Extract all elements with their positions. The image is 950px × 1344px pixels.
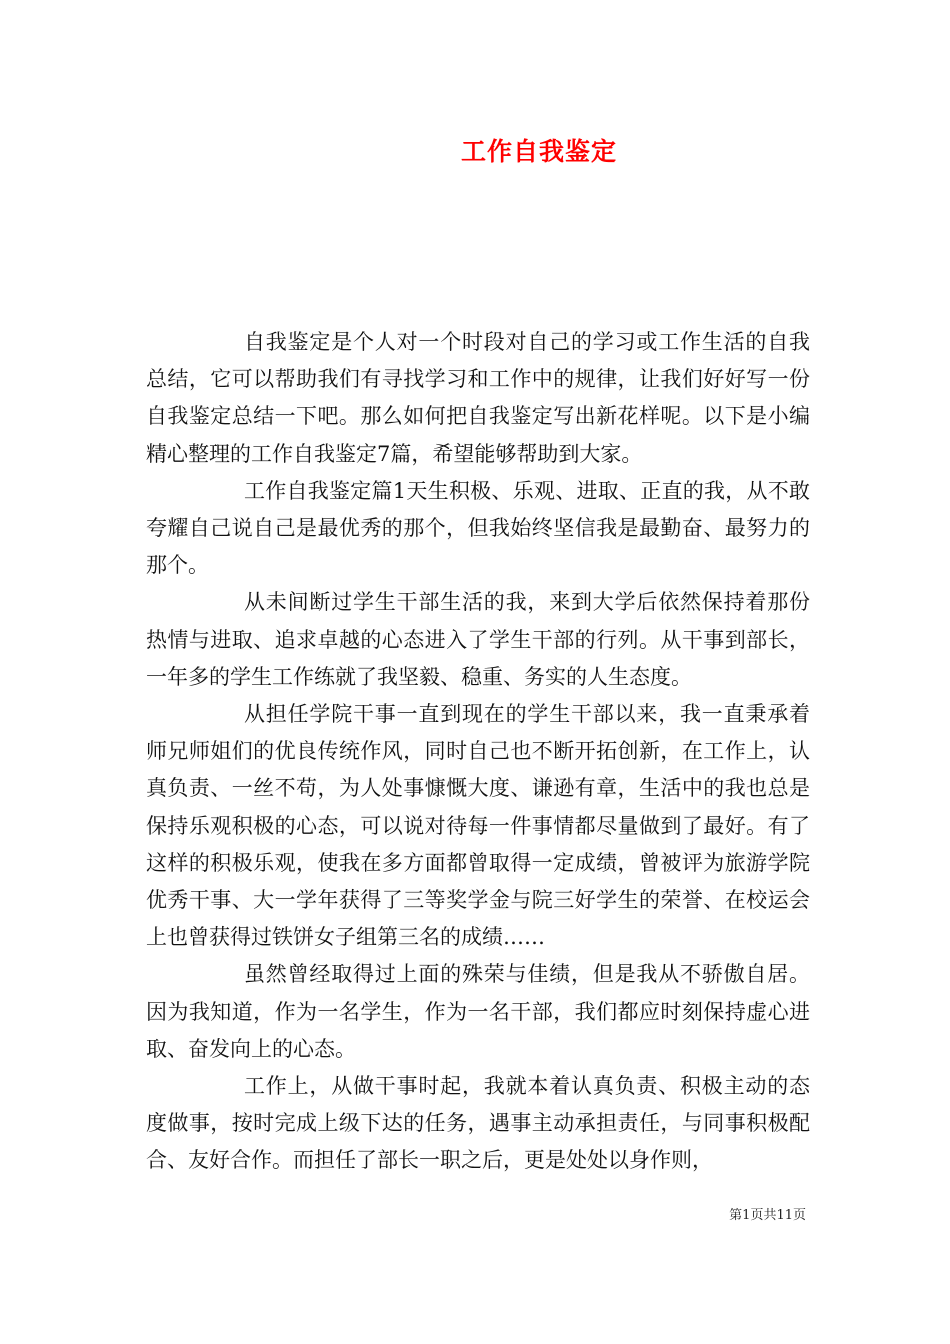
page-number: 第1页共11页 bbox=[729, 1208, 806, 1223]
document-body bbox=[146, 324, 810, 1180]
paragraph-2: 从未间断过学生干部生活的我，来到大学后依然保持着那份热情与进取、追求卓越的心态进入了学生干部的行列。从干事到部长，一年多的学生工作练就了我坚毅、稳重、务实的人生态度。 bbox=[146, 590, 810, 689]
paragraph-4: 虽然曾经取得过上面的殊荣与佳绩，但是我从不骄傲自居。因为我知道，作为一名学生，作为一名干部，我们都应时刻保持虚心进取、奋发向上的心态。 bbox=[146, 962, 810, 1061]
paragraph-intro: 自我鉴定是个人对一个时段对自己的学习或工作生活的自我总结，它可以帮助我们有寻找学习和工作中的规律，让我们好好写一份自我鉴定总结一下吧。那么如何把自我鉴定写出新花样呢。以下是小编精心整理的工作自我鉴定7篇，希望能够帮助到大家。 bbox=[146, 330, 810, 466]
paragraph-3: 从担任学院干事一直到现在的学生干部以来，我一直秉承着师兄师姐们的优良传统作风，同时自己也不断开拓创新，在工作上，认真负责、一丝不苟，为人处事慷慨大度、谦逊有章，生活中的我也总是保持乐观积极的心态，可以说对待每一件事情都尽量做到了最好。有了这样的积极乐观，使我在多方面都曾取得一定成绩，曾被评为旅游学院优秀干事、大一学年获得了三等奖学金与院三好学生的荣誉、在校运会上也曾获得过铁饼女子组第三名的成绩…… bbox=[146, 702, 810, 950]
paragraph-5: 工作上，从做干事时起，我就本着认真负责、积极主动的态度做事，按时完成上级下达的任务，遇事主动承担责任，与同事积极配合、友好合作。而担任了部长一职之后，更是处处以身作则， bbox=[146, 1074, 810, 1173]
page-title: 工作自我鉴定 bbox=[460, 137, 617, 166]
paragraph-1: 工作自我鉴定篇1天生积极、乐观、进取、正直的我，从不敢夸耀自己说自己是最优秀的那个，但我始终坚信我是最勤奋、最努力的那个。 bbox=[146, 478, 810, 578]
